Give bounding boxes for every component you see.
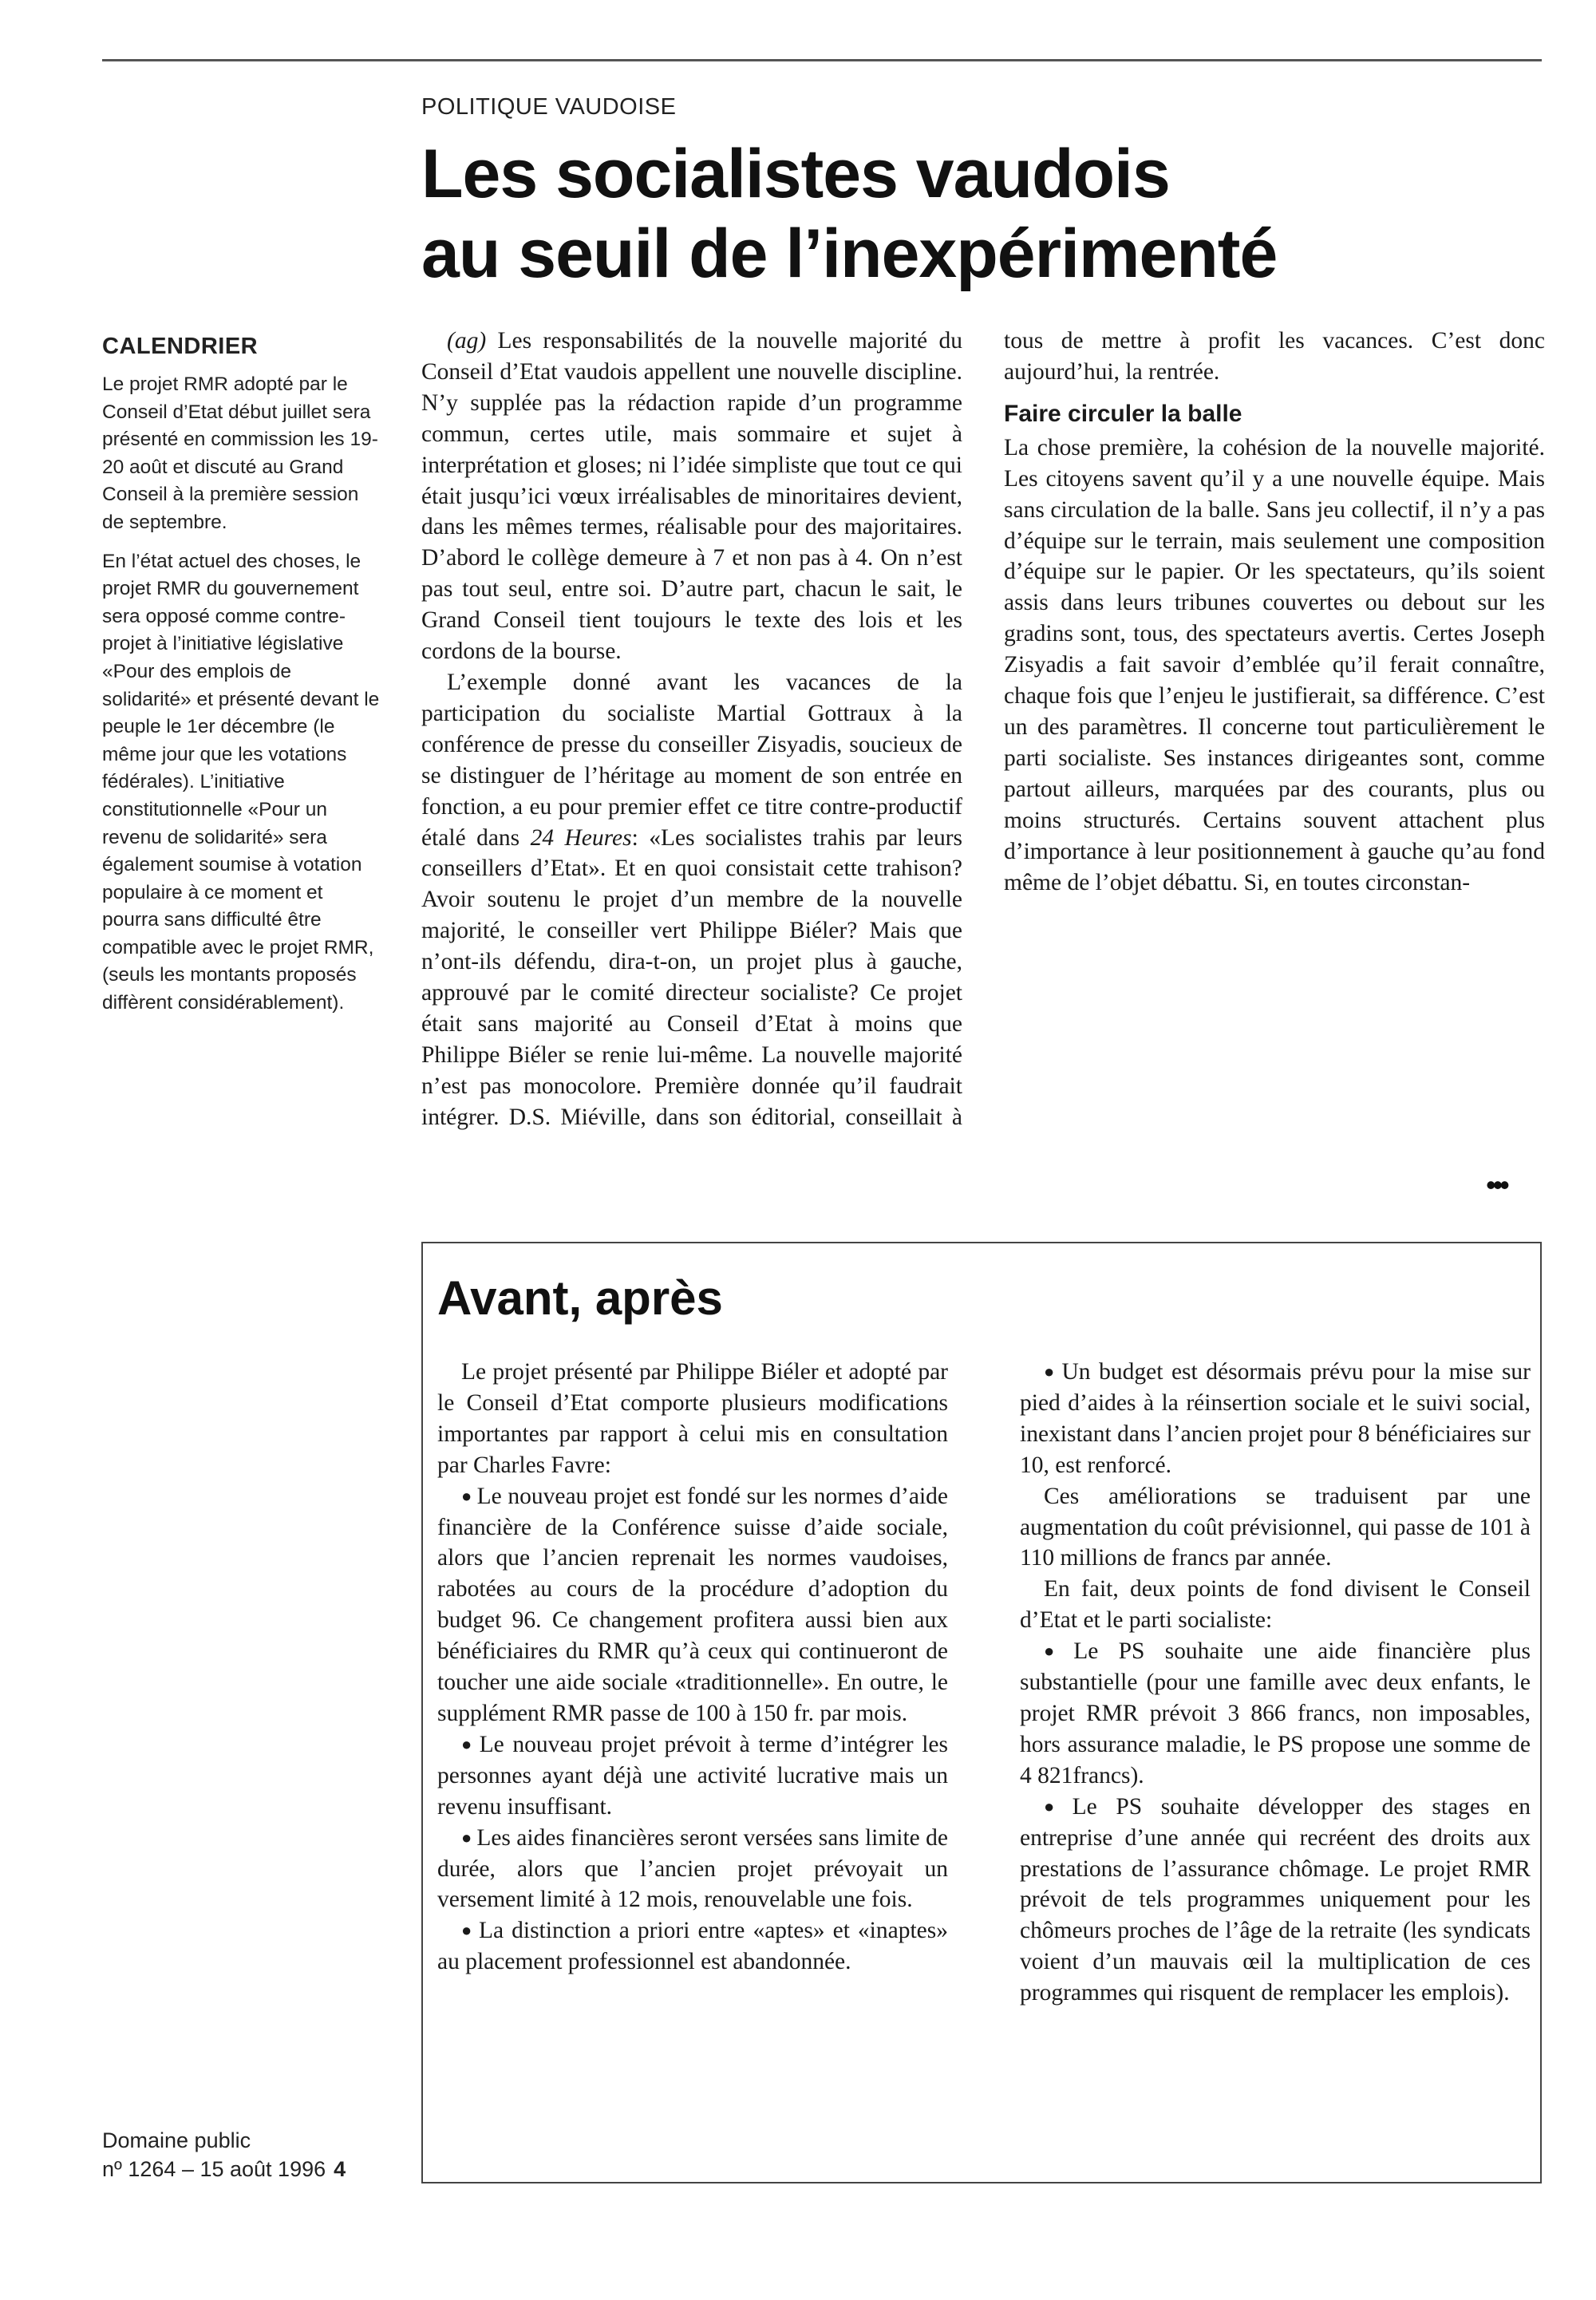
article-paragraph: (ag) Les responsabilités de la nouvelle majorité du Conseil d’Etat vaudois appellent une nouvelle discipline. N’y supplée pas la rédaction rapide d’un programme commun, certes utile, mais sommaire et sujet à interprétation et gloses; ni l’idée simpliste que tout ce qui était jusqu’ici vœux irréalisables de minoritaires devient, dans les mêmes termes, réalisable pour des majoritaires. D’abord le collège demeure à 7 et non pas à 4. On n’est pas tout seul, entre soi. D’autre part, chacun le sait, le Grand Conseil tient toujours le texte des lois et les cordons de la bourse. <box>421 328 962 665</box>
box-bullet-item: ● La distinction a priori entre «aptes» et «inaptes» au placement professionnel est abandonnée. <box>437 1918 948 1975</box>
top-rule <box>102 59 1542 61</box>
author-initials: (ag) <box>447 328 487 354</box>
box-paragraph: Ces améliorations se traduisent par une augmentation du coût prévisionnel, qui passe de 101 à 110 millions de francs par année. <box>1020 1483 1531 1571</box>
sidebar-paragraph: Le projet RMR adopté par le Conseil d’Etat début juillet sera présenté en commission les 19-20 août et discuté au Grand Conseil à la première session de septembre. <box>102 373 378 533</box>
bullet-icon: ● <box>1044 1796 1068 1816</box>
box-title: Avant, après <box>437 1271 723 1325</box>
continued-marker: ••• <box>1486 1168 1507 1201</box>
box-bullet-item: ● Le PS souhaite développer des stages en entreprise d’une année qui recréent des droits aux prestations de l’assurance chômage. Le projet RMR prévoit de tels programmes uniquement pour les chômeurs proches de l’âge de la retraite (les syndicats voient d’un mauvais œil la multiplication de ces programmes qui risquent de remplacer les emplois). <box>1020 1793 1531 2006</box>
box-paragraph: En fait, deux points de fond divisent le Conseil d’Etat et le parti socialiste: <box>1020 1576 1531 1634</box>
box-bullet-item: ● Le nouveau projet prévoit à terme d’intégrer les personnes ayant déjà une activité lucrative mais un revenu insuffisant. <box>437 1731 948 1820</box>
page-title <box>421 134 1539 294</box>
bullet-icon: ● <box>461 1485 472 1506</box>
article-column-1 <box>421 326 1545 1172</box>
issue-line: nº 1264 – 15 août 1996 4 <box>102 2157 346 2181</box>
page-footer <box>102 2126 346 2183</box>
title-line-2: au seuil de l’inexpérimenté <box>421 215 1278 292</box>
sidebar-paragraph: En l’état actuel des choses, le projet RMR du gouvernement sera opposé comme contre-projet à l’initiative législative «Pour des emplois de solidarité» et présenté devant le peuple le 1er décembre (le même jour que les votations fédérales). L’initiative constitutionnelle «Pour un revenu de solidarité» sera également soumise à votation populaire à ce moment et pourra sans difficulté être compatible avec le projet RMR, (seuls les montants proposés diffèrent considérablement). <box>102 550 380 1014</box>
article-subheading: Faire circuler la balle <box>1004 400 1242 427</box>
article-paragraph: La chose première, la cohésion de la nouvelle majorité. Les citoyens savent qu’il y a une nouvelle équipe. Mais sans circulation de la balle. Sans jeu collectif, il n’y a pas d’équipe sur le terrain, mais seulement une composition d’équipe sur le papier. Or les spectateurs, qu’ils soient assis dans leurs tribunes couvertes ou debout sur les gradins sont, tous, des spectateurs avertis. Certes Joseph Zisyadis a fait savoir d’emblée qu’il ferait connaître, chaque fois que l’enjeu le justifierait, sa différence. C’est un des paramètres. Il concerne tout particulièrement le parti socialiste. Ses instances dirigeantes sont, comme partout ailleurs, marquées par des courants, plus ou moins structurés. Certains souvent attachent plus d’importance à leur positionnement à gauche qu’au fond même de l’objet débattu. Si, en toutes circonstan- <box>1004 434 1545 895</box>
bullet-icon: ● <box>461 1733 475 1754</box>
box-bullet-item: ● Le nouveau projet est fondé sur les normes d’aide financière de la Conférence suisse d’aide sociale, alors que l’ancien reprenait les normes vaudoises, rabotées au cours de la procédure d’adoption du budget 96. Ce changement profitera aussi bien aux bénéficiaires du RMR qu’à ceux qui continueront de toucher une aide sociale «traditionnelle». En outre, le supplément RMR passe de 100 à 150 fr. par mois. <box>437 1483 948 1726</box>
box-paragraph: Le projet présenté par Philippe Biéler et adopté par le Conseil d’Etat comporte plusieurs modifications importantes par rapport à celui mis en consultation par Charles Favre: <box>437 1359 948 1478</box>
bullet-icon: ● <box>461 1827 472 1848</box>
box-bullet-item: ● Le PS souhaite une aide financière plus substantielle (pour une famille avec deux enfants, le projet RMR prévoit 3 866 francs, non imposables, hors assurance maladie, le PS propose une somme de 4 821francs). <box>1020 1638 1531 1788</box>
publication-name: Domaine public <box>102 2128 251 2152</box>
box-column-2 <box>1020 1357 1531 2009</box>
sidebar-title: CALENDRIER <box>102 334 259 359</box>
page-number: 4 <box>334 2157 346 2181</box>
box-bullet-item: ● Un budget est désormais prévu pour la mise sur pied d’aides à la réinsertion sociale et le suivi social, inexistant dans l’ancien projet pour 8 bénéficiaires sur 10, est renforcé. <box>1020 1359 1531 1478</box>
bullet-icon: ● <box>461 1920 474 1941</box>
bullet-icon: ● <box>1044 1361 1057 1381</box>
article-paragraph: L’exemple donné avant les vacances de la participation du socialiste Martial Gottraux à la conférence de presse du conseiller Zisyadis, soucieux de se distinguer de l’héritage au moment de son entrée en fonction, a eu pour premier effet ce titre contre-productif étalé dans 24 Heures: «Les socialistes trahis par leurs conseillers d’Etat». Et en quoi consistait cette trahison? Avoir soutenu le projet d’un membre de la nouvelle majorité, le conseiller vert Philippe Biéler? Mais que n’ont-ils défendu, dira-t-on, un projet plus à gauche, approuvé par le comité directeur socialiste? Ce projet était sans majorité au Conseil d’Etat à moins que Philippe Biéler se renie lui-même. La nouvelle majorité n’est pas monocolore. Première donnée qu’il faudrait intégrer. D.S. Miéville, dans son éditorial, conseillait à tous de mettre à profit les vacances. C’est donc aujourd’hui, la rentrée. <box>421 328 1545 1130</box>
section-label: POLITIQUE VAUDOISE <box>421 94 677 120</box>
box-bullet-item: ● Les aides financières seront versées sans limite de durée, alors que l’ancien projet prévoyait un versement limité à 12 mois, renouvelable une fois. <box>437 1824 948 1913</box>
bullet-icon: ● <box>1044 1641 1069 1662</box>
title-line-1: Les socialistes vaudois <box>421 136 1170 212</box>
newspaper-name: 24 Heures <box>530 824 632 851</box>
calendar-sidebar <box>102 334 381 1029</box>
box-column-1 <box>437 1357 948 1978</box>
